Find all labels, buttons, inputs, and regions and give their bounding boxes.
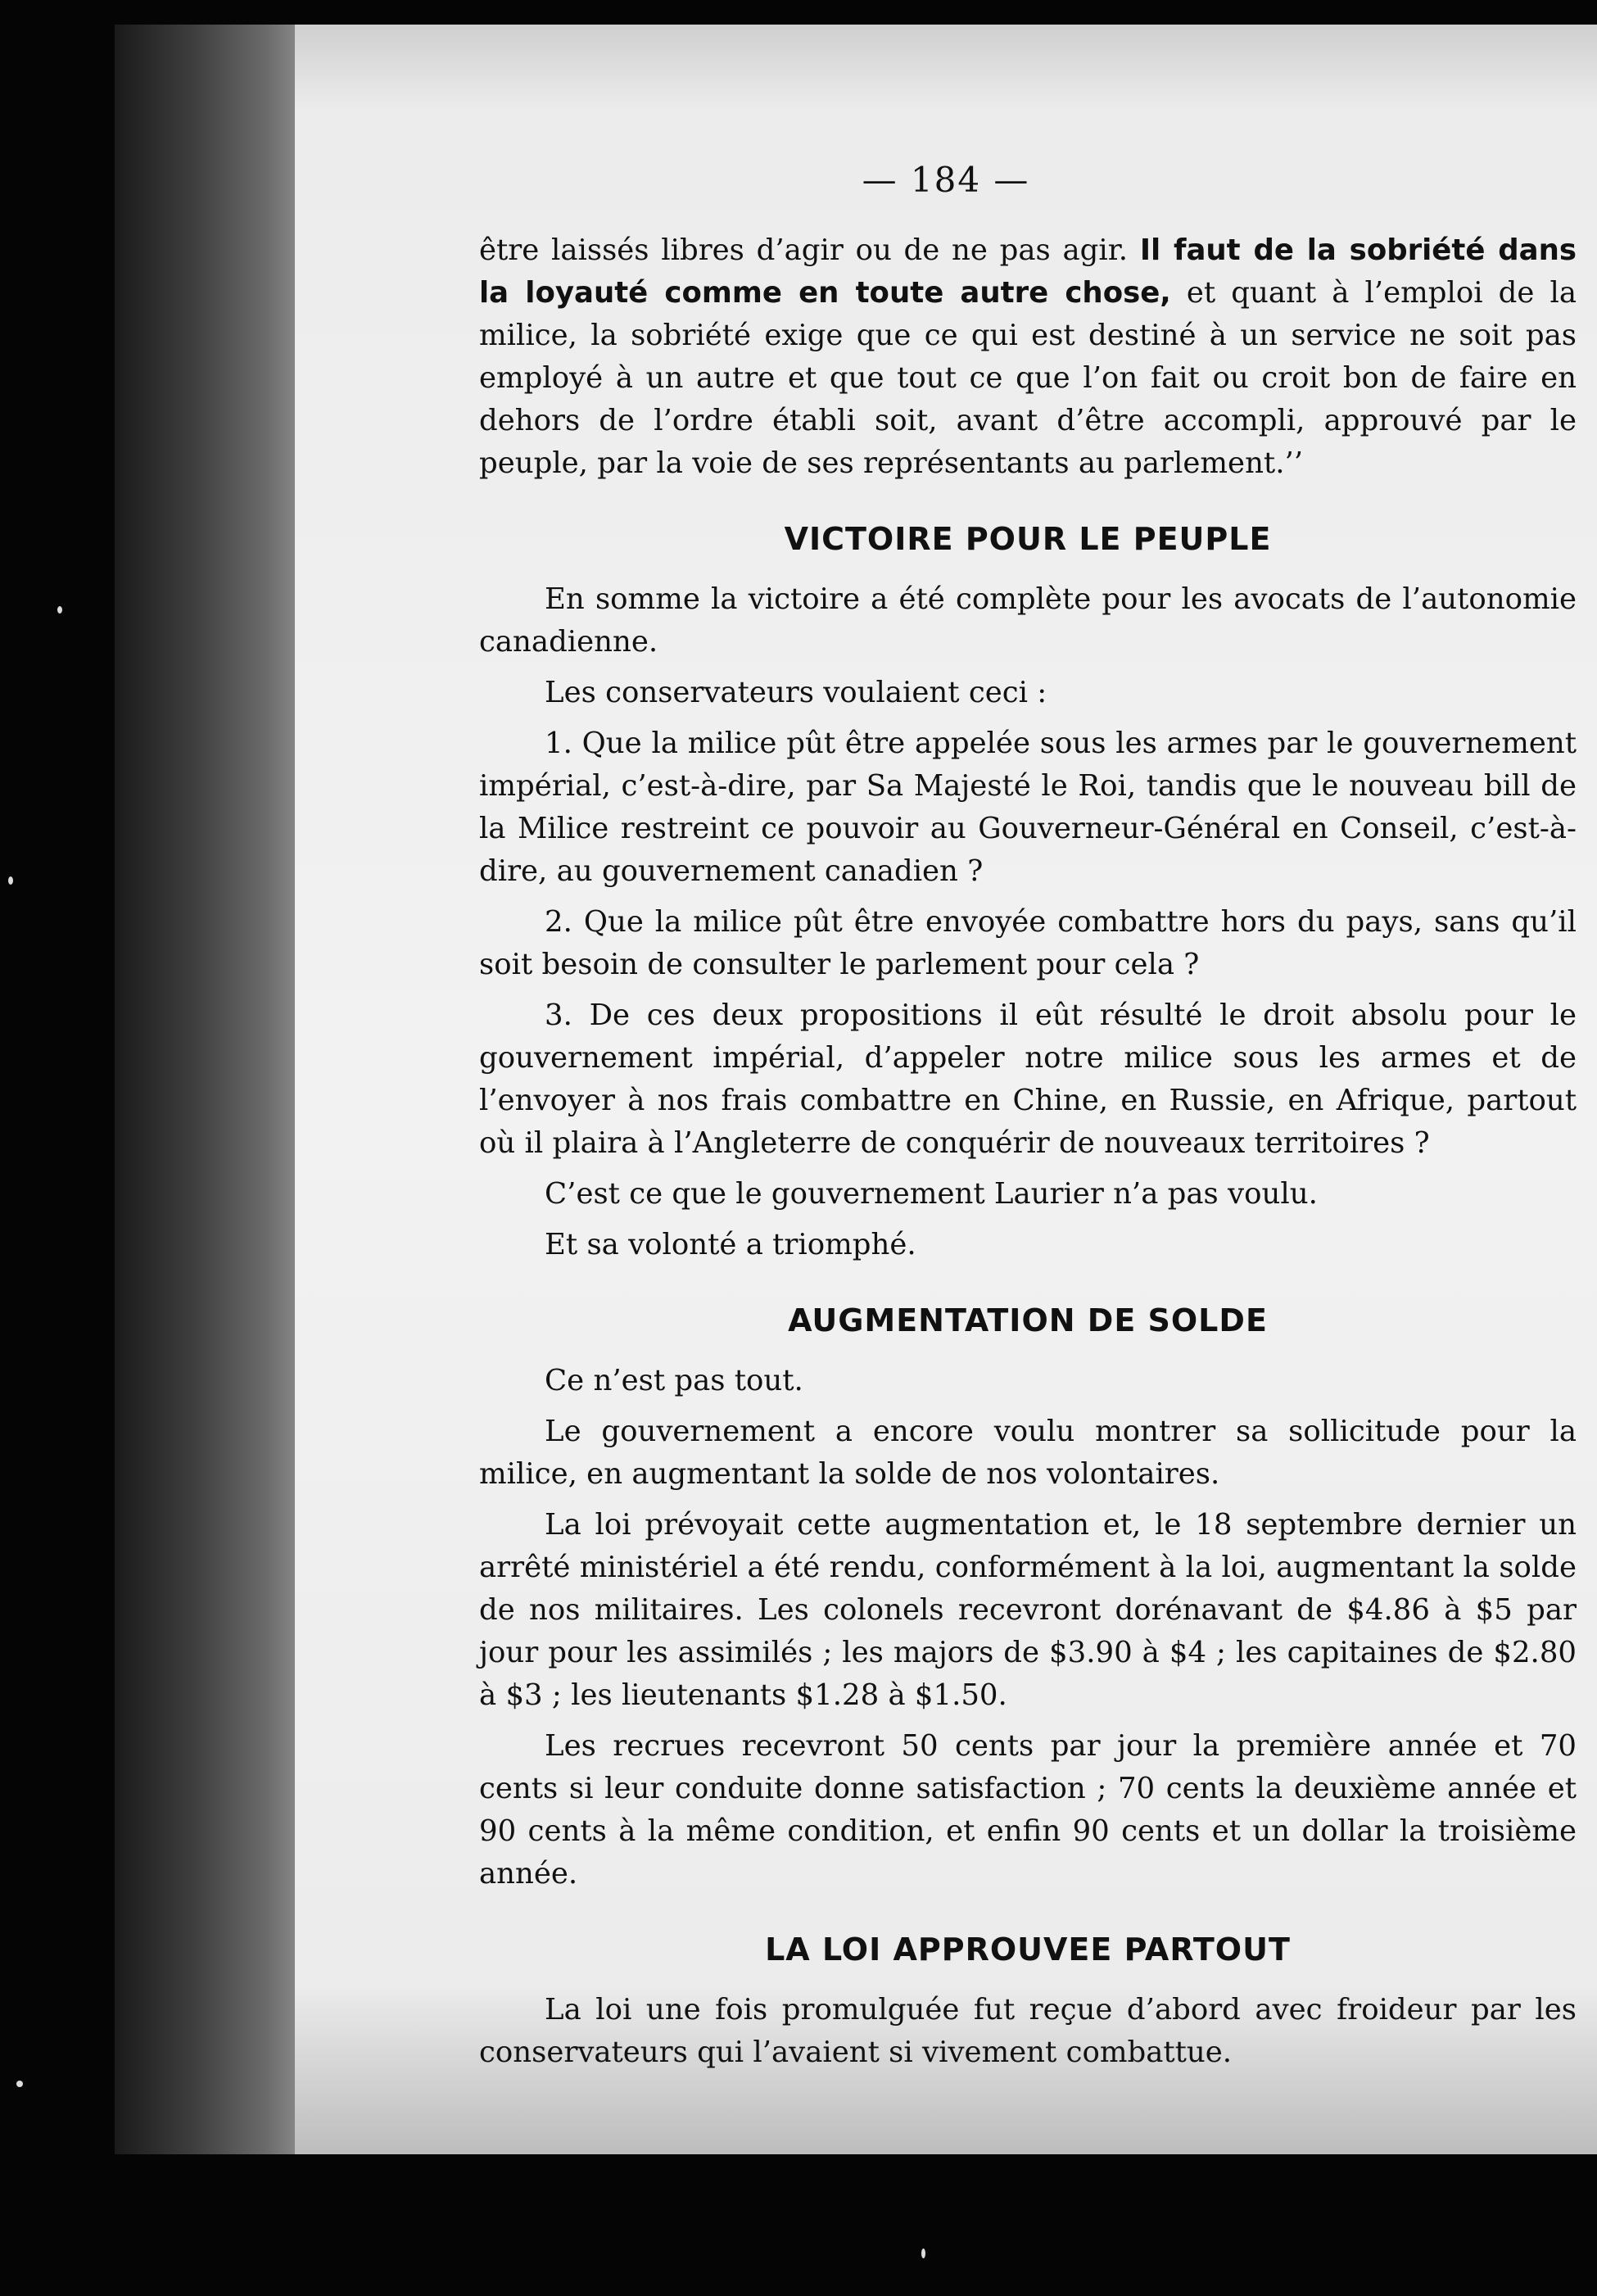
book-page	[295, 25, 1597, 2154]
section-heading-victoire: VICTOIRE POUR LE PEUPLE	[784, 521, 1272, 557]
paragraph: Les conservateurs voulaient ceci :	[545, 676, 1047, 709]
paragraph: La loi une fois promulguée fut reçue d’abord avec froideur par les conservateurs qui l’avaient si vivement combattue.	[479, 1993, 1577, 2069]
opening-paragraph	[479, 229, 1577, 485]
paragraph: Les recrues recevront 50 cents par jour la première année et 70 cents si leur conduite donne satisfaction ; 70 cents la deuxième année et 90 cents à la même condition, et enfin 90 cents et un dollar la troisième année.	[479, 1729, 1577, 1891]
scan-speck	[8, 876, 13, 885]
paragraph: C’est ce que le gouvernement Laurier n’a pas voulu.	[545, 1177, 1318, 1211]
numbered-paragraph: 2. Que la milice pût être envoyée combattre hors du pays, sans qu’il soit besoin de consulter le parlement pour cela ?	[479, 905, 1577, 981]
paragraph: En somme la victoire a été complète pour les avocats de l’autonomie canadienne.	[479, 582, 1577, 659]
bold-emphasis: Il faut de la sobriété dans la loyauté comme en toute autre chose,	[479, 233, 1577, 310]
paragraph: Et sa volonté a triomphé.	[545, 1228, 916, 1261]
paragraph: Le gouvernement a encore voulu montrer sa sollicitude pour la milice, en augmentant la solde de nos volontaires.	[479, 1415, 1577, 1491]
book-spine	[115, 25, 303, 2154]
opening-text-continued: et quant à l’emploi de la milice, la sobriété exige que ce qui est destiné à un service ne soit pas employé à un autre et que tout ce que l’on fait ou croit bon de faire en dehors de l’ordre établi soit, avant d’être accompli, approuvé par le peuple, par la voie de ses représentants au parlement.’’	[479, 276, 1577, 480]
section-heading-augmentation: AUGMENTATION DE SOLDE	[788, 1302, 1268, 1338]
scan-speck	[57, 606, 62, 614]
numbered-paragraph: 1. Que la milice pût être appelée sous les armes par le gouvernement impérial, c’est-à-dire, par Sa Majesté le Roi, tandis que le nouveau bill de la Milice restreint ce pouvoir au Gouverneur-Général en Conseil, c’est-à-dire, au gouvernement canadien ?	[479, 727, 1577, 888]
paragraph: Ce n’est pas tout.	[545, 1364, 803, 1397]
paragraph: La loi prévoyait cette augmentation et, le 18 septembre dernier un arrêté ministériel a été rendu, conformément à la loi, augmentant la solde de nos militaires. Les colonels recevront dorénavant de $4.86 à $5 par jour pour les assimilés ; les majors de $3.90 à $4 ; les capitaines de $2.80 à $3 ; les lieutenants $1.28 à $1.50.	[479, 1508, 1577, 1712]
scan-speck	[921, 2248, 925, 2258]
page-number: — 184 —	[862, 160, 1030, 200]
section-heading-loi: LA LOI APPROUVEE PARTOUT	[765, 1931, 1291, 1968]
page-body	[479, 229, 1577, 2082]
numbered-paragraph: 3. De ces deux propositions il eût résulté le droit absolu pour le gouvernement impérial, d’appeler notre milice sous les armes et de l’envoyer à nos frais combattre en Chine, en Russie, en Afrique, partout où il plaira à l’Angleterre de conquérir de nouveaux territoires ?	[479, 999, 1577, 1160]
scan-speck	[16, 2081, 23, 2087]
opening-text: être laissés libres d’agir ou de ne pas agir.	[479, 233, 1140, 267]
